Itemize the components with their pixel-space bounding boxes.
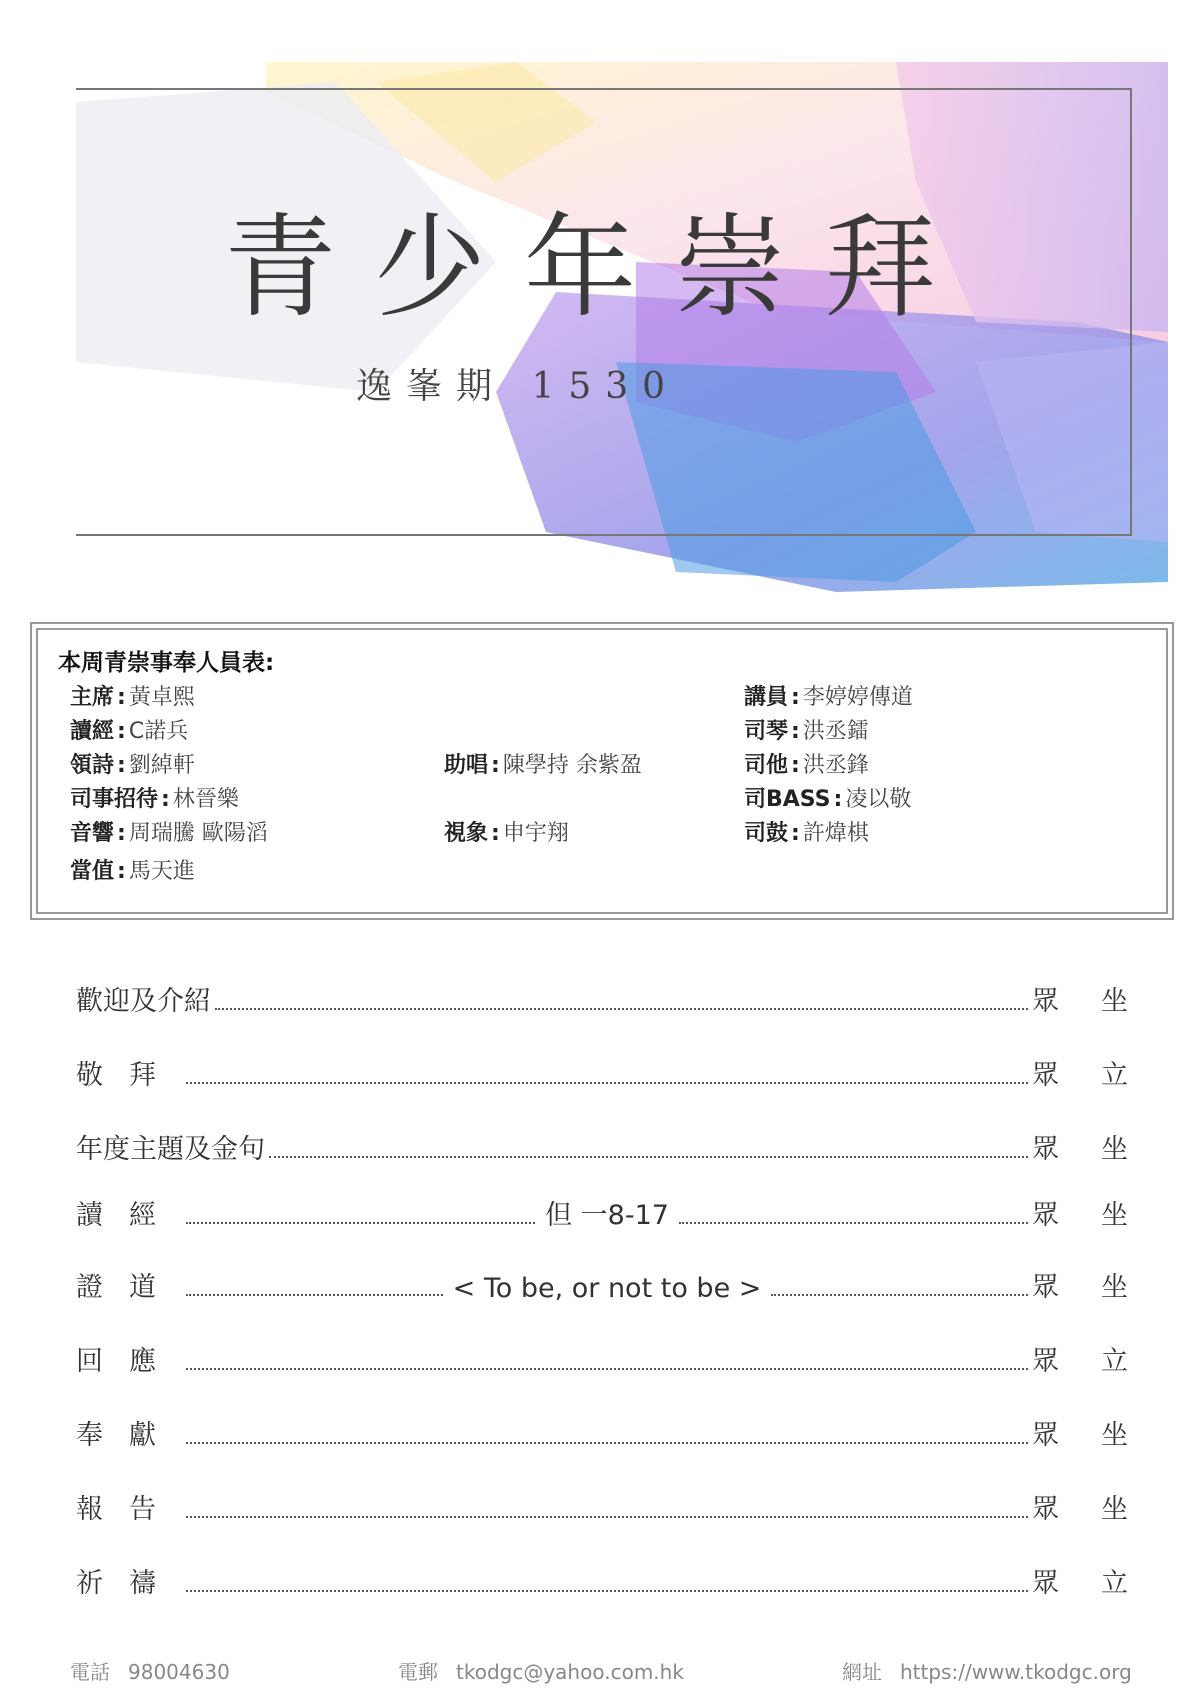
program-row bbox=[76, 1052, 1128, 1092]
posture-action: 坐 bbox=[1101, 1494, 1128, 1525]
phone-label: 電話 bbox=[70, 1660, 110, 1684]
staff-piano: 司琴 : 洪丞鐳 bbox=[744, 719, 869, 744]
program-item: 回應 bbox=[76, 1346, 182, 1377]
role-label: 講員 bbox=[744, 685, 789, 710]
role-name: 陳學持 余紫盈 bbox=[502, 753, 642, 778]
program-row bbox=[76, 1264, 1128, 1304]
program-item: 歡迎及介紹 bbox=[76, 986, 211, 1017]
role-label: 音響 bbox=[70, 821, 115, 846]
program-row bbox=[76, 1486, 1128, 1526]
posture-action: 立 bbox=[1101, 1060, 1128, 1091]
program-row bbox=[76, 1412, 1128, 1452]
role-name: 凌以敬 bbox=[845, 787, 912, 812]
role-name: 申宇翔 bbox=[502, 821, 569, 846]
role-label: 司事招待 bbox=[70, 787, 159, 812]
role-label: 讀經 bbox=[70, 719, 115, 744]
program-detail: < To be, or not to be > bbox=[452, 1273, 762, 1304]
role-name: 李婷婷傳道 bbox=[802, 685, 913, 710]
role-label: 當值 bbox=[70, 859, 115, 884]
posture-action: 坐 bbox=[1101, 986, 1128, 1017]
role-name: C諾兵 bbox=[128, 719, 189, 744]
dotted-leader bbox=[186, 1081, 1028, 1084]
program-item: 報告 bbox=[76, 1494, 182, 1525]
dotted-leader bbox=[186, 1221, 535, 1224]
posture-who: 眾 bbox=[1032, 1134, 1059, 1165]
dotted-leader bbox=[771, 1293, 1028, 1296]
dotted-leader bbox=[186, 1589, 1028, 1592]
program-item: 讀經 bbox=[76, 1200, 182, 1231]
posture bbox=[1032, 1487, 1128, 1526]
banner-issue: 逸峯期 1530 bbox=[356, 366, 680, 407]
role-label: 助唱 bbox=[444, 753, 489, 778]
staff-roster-inner bbox=[36, 628, 1168, 914]
posture-who: 眾 bbox=[1032, 1060, 1059, 1091]
posture-who: 眾 bbox=[1032, 1568, 1059, 1599]
role-label: 司BASS bbox=[744, 787, 831, 812]
program-item: 祈禱 bbox=[76, 1568, 182, 1599]
posture bbox=[1032, 1561, 1128, 1600]
posture bbox=[1032, 1127, 1128, 1166]
posture bbox=[1032, 1193, 1128, 1232]
program-row bbox=[76, 1192, 1128, 1232]
posture-action: 立 bbox=[1101, 1568, 1128, 1599]
staff-sound: 音響 : 周瑞騰 歐陽滔 bbox=[70, 821, 268, 846]
staff-usher: 司事招待 : 林晉樂 bbox=[70, 787, 239, 812]
program-item: 證道 bbox=[76, 1272, 182, 1303]
posture-who: 眾 bbox=[1032, 1346, 1059, 1377]
staff-visual: 視象 : 申宇翔 bbox=[444, 821, 569, 846]
staff-chair: 主席 : 黃卓熙 bbox=[70, 685, 195, 710]
role-label: 視象 bbox=[444, 821, 489, 846]
staff-guitar: 司他 : 洪丞鋒 bbox=[744, 753, 869, 778]
posture-who: 眾 bbox=[1032, 986, 1059, 1017]
program-item: 敬拜 bbox=[76, 1060, 182, 1091]
posture bbox=[1032, 1053, 1128, 1092]
posture-who: 眾 bbox=[1032, 1494, 1059, 1525]
staff-backup-singers: 助唱 : 陳學持 余紫盈 bbox=[444, 753, 642, 778]
staff-roster bbox=[30, 622, 1174, 920]
posture-action: 坐 bbox=[1101, 1420, 1128, 1451]
website-label: 網址 bbox=[842, 1660, 882, 1684]
dotted-leader bbox=[679, 1221, 1028, 1224]
staff-worship-leader: 領詩 : 劉綽軒 bbox=[70, 753, 195, 778]
banner bbox=[76, 62, 1168, 592]
staff-duty: 當值 : 馬天進 bbox=[70, 859, 195, 884]
role-name: 許煒棋 bbox=[802, 821, 869, 846]
role-label: 主席 bbox=[70, 685, 115, 710]
staff-reader: 讀經 : C諾兵 bbox=[70, 719, 189, 744]
posture-action: 立 bbox=[1101, 1346, 1128, 1377]
posture-who: 眾 bbox=[1032, 1200, 1059, 1231]
program-item: 奉獻 bbox=[76, 1420, 182, 1451]
program-row bbox=[76, 978, 1128, 1018]
posture-who: 眾 bbox=[1032, 1420, 1059, 1451]
posture-action: 坐 bbox=[1101, 1200, 1128, 1231]
role-name: 馬天進 bbox=[128, 859, 195, 884]
role-label: 司琴 bbox=[744, 719, 789, 744]
staff-speaker: 講員 : 李婷婷傳道 bbox=[744, 685, 913, 710]
role-label: 司鼓 bbox=[744, 821, 789, 846]
staff-bass: 司BASS : 凌以敬 bbox=[744, 787, 912, 812]
role-name: 林晉樂 bbox=[172, 787, 239, 812]
program-detail: 但 一8-17 bbox=[545, 1200, 669, 1231]
banner-title: 青少年崇拜 bbox=[224, 203, 974, 333]
posture bbox=[1032, 1413, 1128, 1452]
role-label: 領詩 bbox=[70, 753, 115, 778]
dotted-leader bbox=[186, 1441, 1028, 1444]
program-row bbox=[76, 1560, 1128, 1600]
posture bbox=[1032, 979, 1128, 1018]
footer-email bbox=[398, 1656, 684, 1685]
email-label: 電郵 bbox=[398, 1660, 438, 1684]
dotted-leader bbox=[186, 1515, 1028, 1518]
posture bbox=[1032, 1265, 1128, 1304]
role-name: 洪丞鋒 bbox=[802, 753, 869, 778]
dotted-leader bbox=[215, 1007, 1028, 1010]
website-url[interactable]: https://www.tkodgc.org bbox=[900, 1660, 1132, 1684]
program-row bbox=[76, 1126, 1128, 1166]
posture-action: 坐 bbox=[1101, 1134, 1128, 1165]
staff-heading: 本周青崇事奉人員表: bbox=[58, 650, 275, 676]
dotted-leader bbox=[186, 1293, 443, 1296]
posture-who: 眾 bbox=[1032, 1272, 1059, 1303]
program-row bbox=[76, 1338, 1128, 1378]
email-address[interactable]: tkodgc@yahoo.com.hk bbox=[456, 1660, 684, 1684]
dotted-leader bbox=[269, 1155, 1028, 1158]
dotted-leader bbox=[186, 1367, 1028, 1370]
role-name: 黃卓熙 bbox=[128, 685, 195, 710]
footer-phone bbox=[70, 1656, 230, 1685]
role-name: 洪丞鐳 bbox=[802, 719, 869, 744]
program-item: 年度主題及金句 bbox=[76, 1134, 265, 1165]
role-label: 司他 bbox=[744, 753, 789, 778]
staff-drums: 司鼓 : 許煒棋 bbox=[744, 821, 869, 846]
footer-website bbox=[842, 1656, 1132, 1685]
phone-number: 98004630 bbox=[128, 1660, 230, 1684]
posture-action: 坐 bbox=[1101, 1272, 1128, 1303]
posture bbox=[1032, 1339, 1128, 1378]
role-name: 劉綽軒 bbox=[128, 753, 195, 778]
role-name: 周瑞騰 歐陽滔 bbox=[128, 821, 268, 846]
